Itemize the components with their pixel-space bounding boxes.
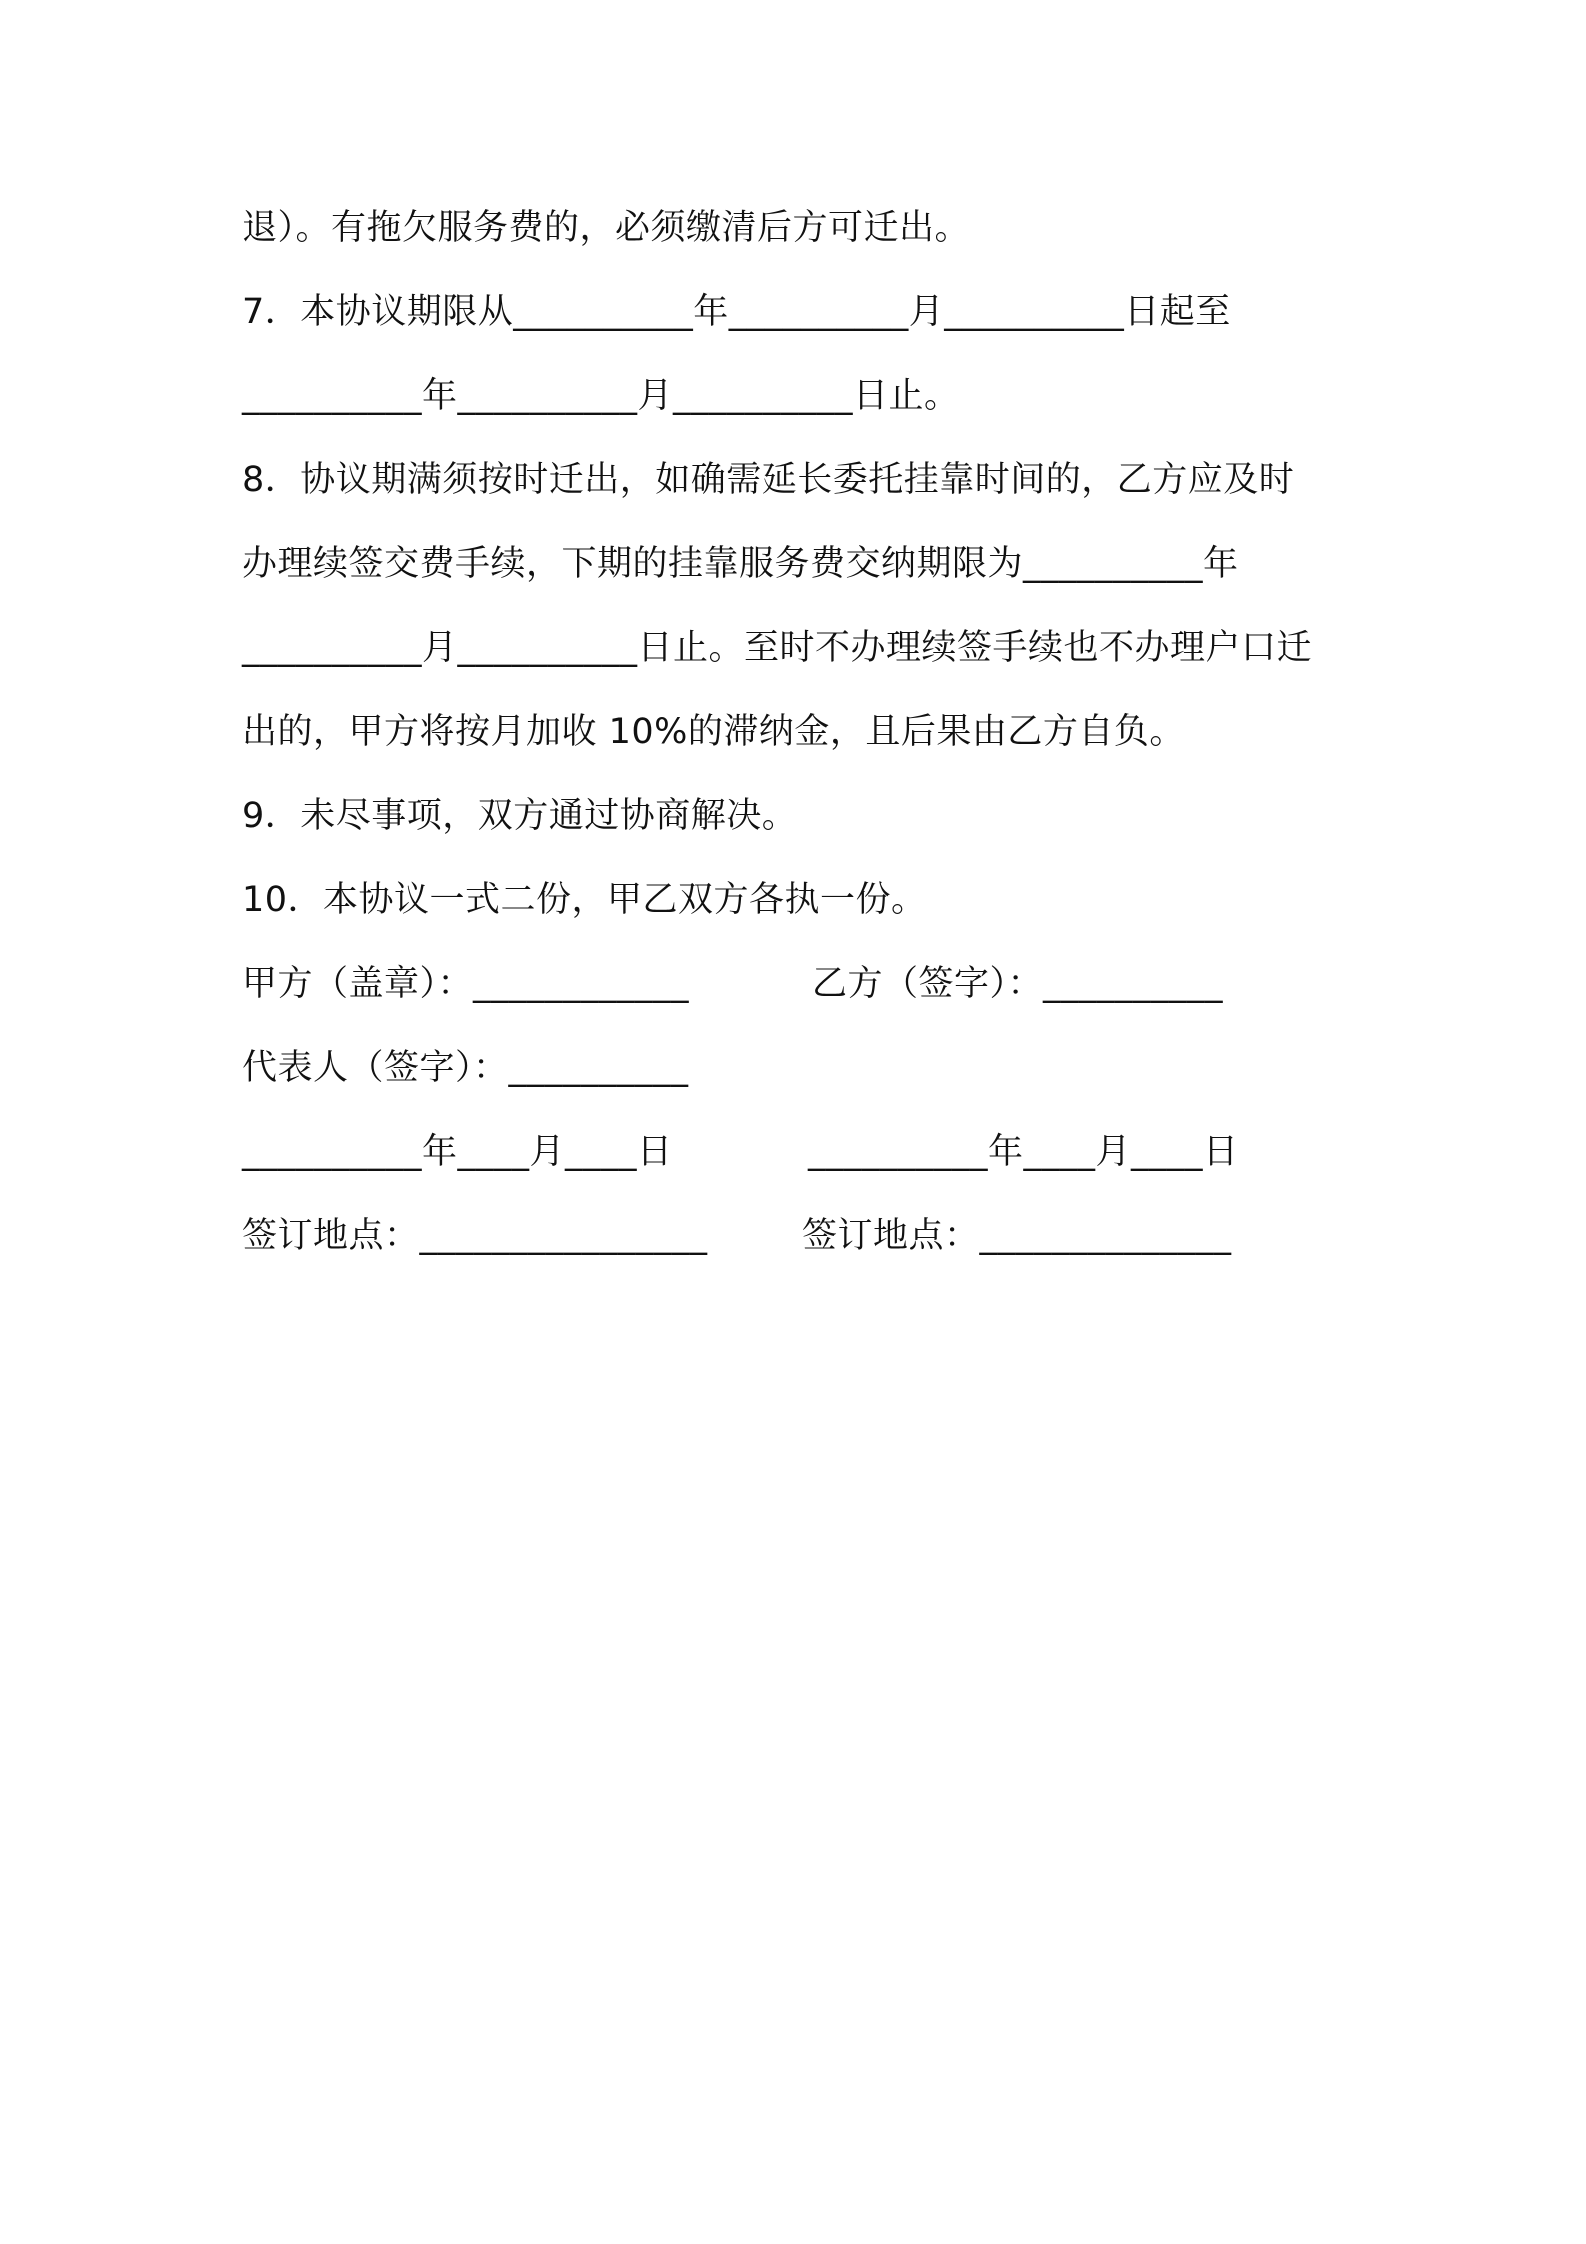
clause-8-line-1: 8．协议期满须按时迁出，如确需延长委托挂靠时间的，乙方应及时 (242, 460, 1295, 500)
clause-8-line-2: 办理续签交费手续，下期的挂靠服务费交纳期限为__________年 (242, 544, 1239, 584)
clause-9: 9．未尽事项，双方通过协商解决。 (242, 796, 798, 836)
representative-signature-field: 代表人（签字）：__________ (242, 1048, 689, 1088)
clause-10: 10．本协议一式二份，甲乙双方各执一份。 (242, 880, 927, 920)
party-b-signing-place-field: 签订地点：______________ (802, 1216, 1232, 1256)
party-a-signing-place-field: 签订地点：________________ (242, 1216, 708, 1256)
clause-8-line-3: __________月__________日止。至时不办理续签手续也不办理户口迁 (242, 628, 1313, 668)
party-b-date-field: __________年____月____日 (808, 1132, 1239, 1172)
clause-7-line-2: __________年__________月__________日止。 (242, 376, 960, 416)
party-b-signature-field: 乙方（签字）：__________ (812, 964, 1224, 1004)
clause-6-continuation: 退）。有拖欠服务费的，必须缴清后方可迁出。 (242, 208, 971, 248)
party-a-date-field: __________年____月____日 (242, 1132, 673, 1172)
party-a-seal-field: 甲方（盖章）：____________ (242, 964, 690, 1004)
clause-7-line-1: 7．本协议期限从__________年__________月__________日起至 (242, 292, 1231, 332)
clause-8-line-4: 出的，甲方将按月加收 10%的滞纳金，且后果由乙方自负。 (242, 712, 1185, 752)
